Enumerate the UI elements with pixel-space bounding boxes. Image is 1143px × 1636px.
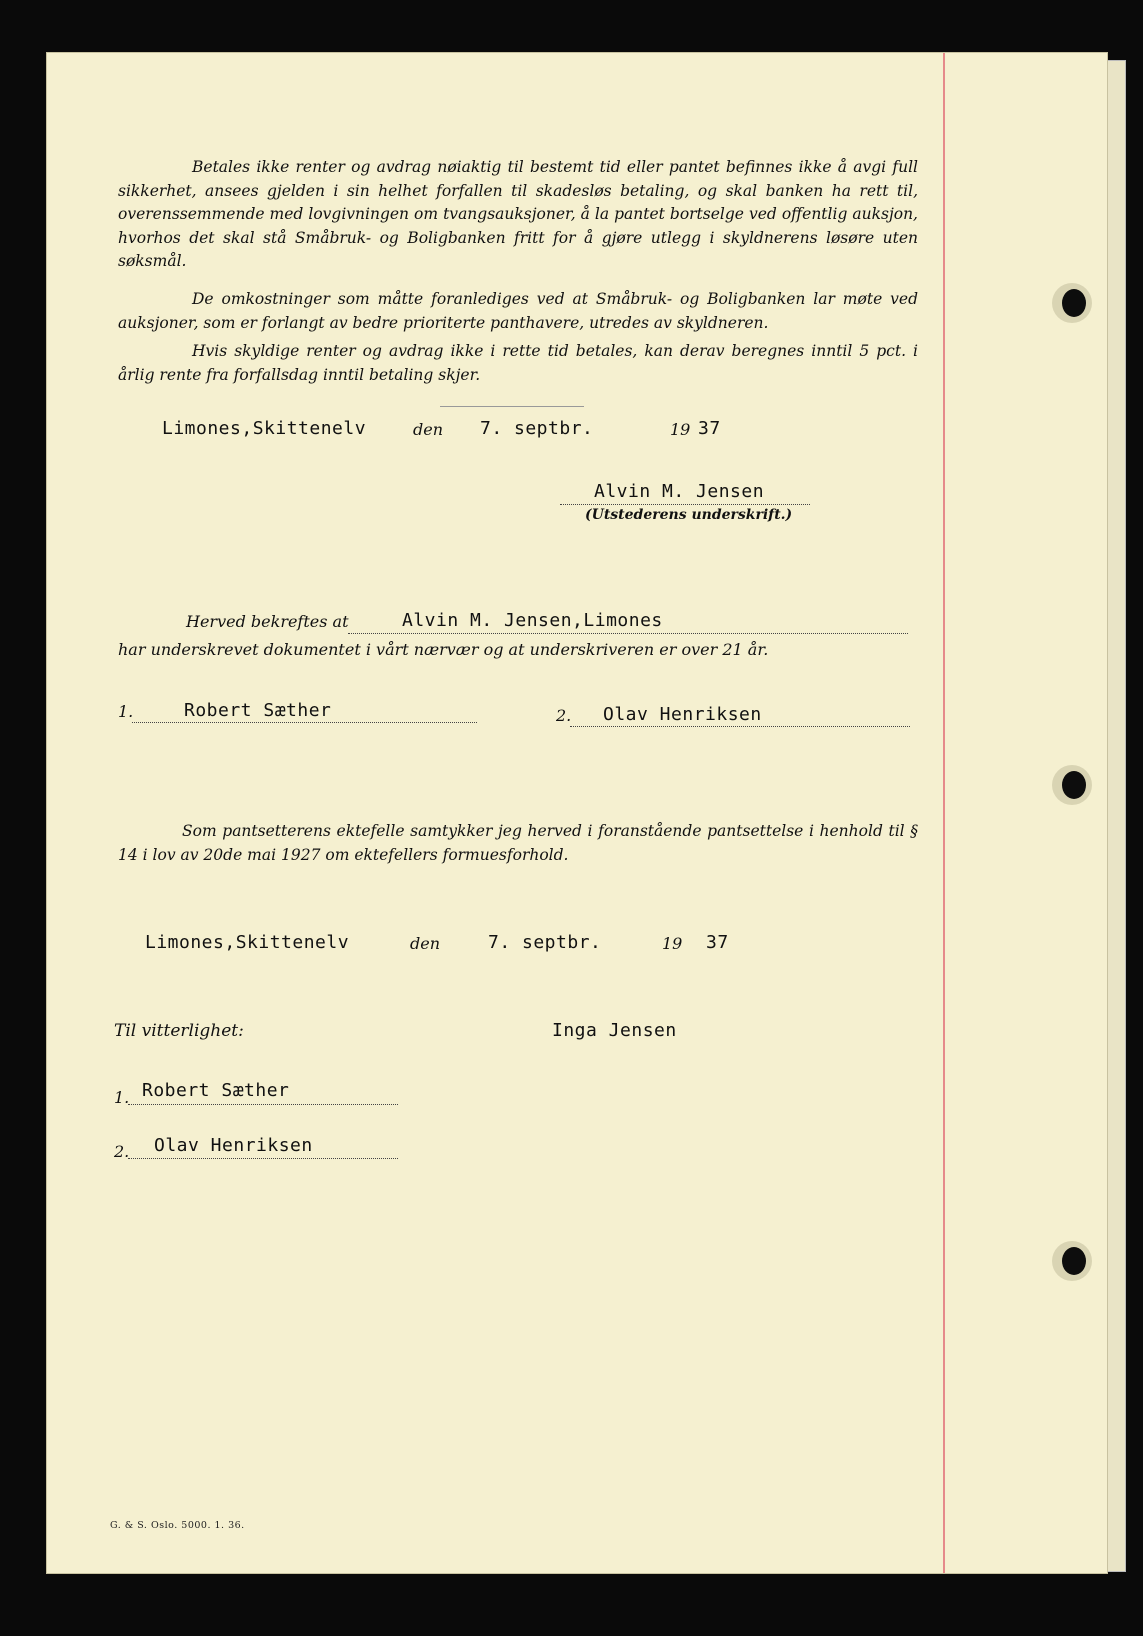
spouse-witness-2-name: Olav Henriksen <box>154 1135 313 1156</box>
document-page <box>46 52 1108 1574</box>
confirmation-name: Alvin M. Jensen,Limones <box>402 610 663 631</box>
witness-2-line <box>570 726 910 727</box>
witness-1-number: 1. <box>118 702 134 721</box>
confirmation-text: har underskrevet dokumentet i vårt nærvær og at underskriveren er over 21 år. <box>118 640 769 659</box>
witness-1-name: Robert Sæther <box>184 700 332 721</box>
witness-1-line <box>132 722 477 723</box>
issuer-signature-caption: (Utstederens underskrift.) <box>585 507 793 523</box>
issue-den-label: den <box>413 420 444 439</box>
spouse-consent-text: Som pantsetterens ektefelle samtykker jeg herved i foranstående pantsettelse i henhold til § 14 i lov av 20de mai 1927 om ektefellers formuesforhold. <box>118 822 918 864</box>
punch-hole <box>1052 765 1092 805</box>
confirmation-label: Herved bekreftes at <box>186 612 349 631</box>
spouse-witness-2-line <box>128 1158 398 1159</box>
spouse-year-prefix: 19 <box>662 934 683 953</box>
witness-label: Til vitterlighet: <box>114 1021 244 1041</box>
spouse-den-label: den <box>410 934 441 953</box>
clause-paragraph-2: De omkostninger som måtte foranlediges ved at Småbruk- og Boligbanken lar møte ved auksjoner, som er forlangt av bedre prioriterte panthavere, utredes av skyldneren. <box>118 290 918 332</box>
witness-2-number: 2. <box>556 706 572 725</box>
issue-date: 7. septbr. <box>480 418 594 439</box>
spouse-witness-1-name: Robert Sæther <box>142 1080 290 1101</box>
spouse-signature: Inga Jensen <box>552 1020 677 1041</box>
punch-hole <box>1052 283 1092 323</box>
name-line <box>348 633 908 634</box>
punch-hole <box>1052 1241 1092 1281</box>
clause-paragraph-1: Betales ikke renter og avdrag nøiaktig til bestemt tid eller pantet befinnes ikke å avgi full sikkerhet, ansees gjelden i sin helhet forfallen til skadesløs betaling, og skal banken ha rett til, overenssemmende med lovgivningen om tvangsauksjoner, å la pantet bortselge ved offentlig auksjon, hvorhos det skal stå Småbruk- og Boligbanken fritt for å gjøre utlegg i skyldnerens løsøre uten søksmål. <box>118 158 918 270</box>
spouse-date: 7. septbr. <box>488 932 602 953</box>
issue-year-suffix: 37 <box>698 418 721 439</box>
spouse-witness-2-number: 2. <box>114 1142 130 1161</box>
witness-2-name: Olav Henriksen <box>603 704 762 725</box>
signature-line <box>560 504 810 505</box>
printer-mark: G. & S. Oslo. 5000. 1. 36. <box>110 1520 245 1531</box>
spouse-witness-1-number: 1. <box>114 1088 130 1107</box>
clause-paragraph-3: Hvis skyldige renter og avdrag ikke i rette tid betales, kan derav beregnes inntil 5 pct. i årlig rente fra forfallsdag inntil betaling skjer. <box>118 342 918 384</box>
issue-place: Limones,Skittenelv <box>162 418 367 439</box>
issuer-signature: Alvin M. Jensen <box>594 481 765 502</box>
issue-year-prefix: 19 <box>670 420 691 439</box>
spouse-witness-1-line <box>128 1104 398 1105</box>
separator-rule <box>440 406 584 407</box>
spouse-year-suffix: 37 <box>706 932 729 953</box>
margin-line <box>943 53 945 1573</box>
spouse-place: Limones,Skittenelv <box>145 932 350 953</box>
